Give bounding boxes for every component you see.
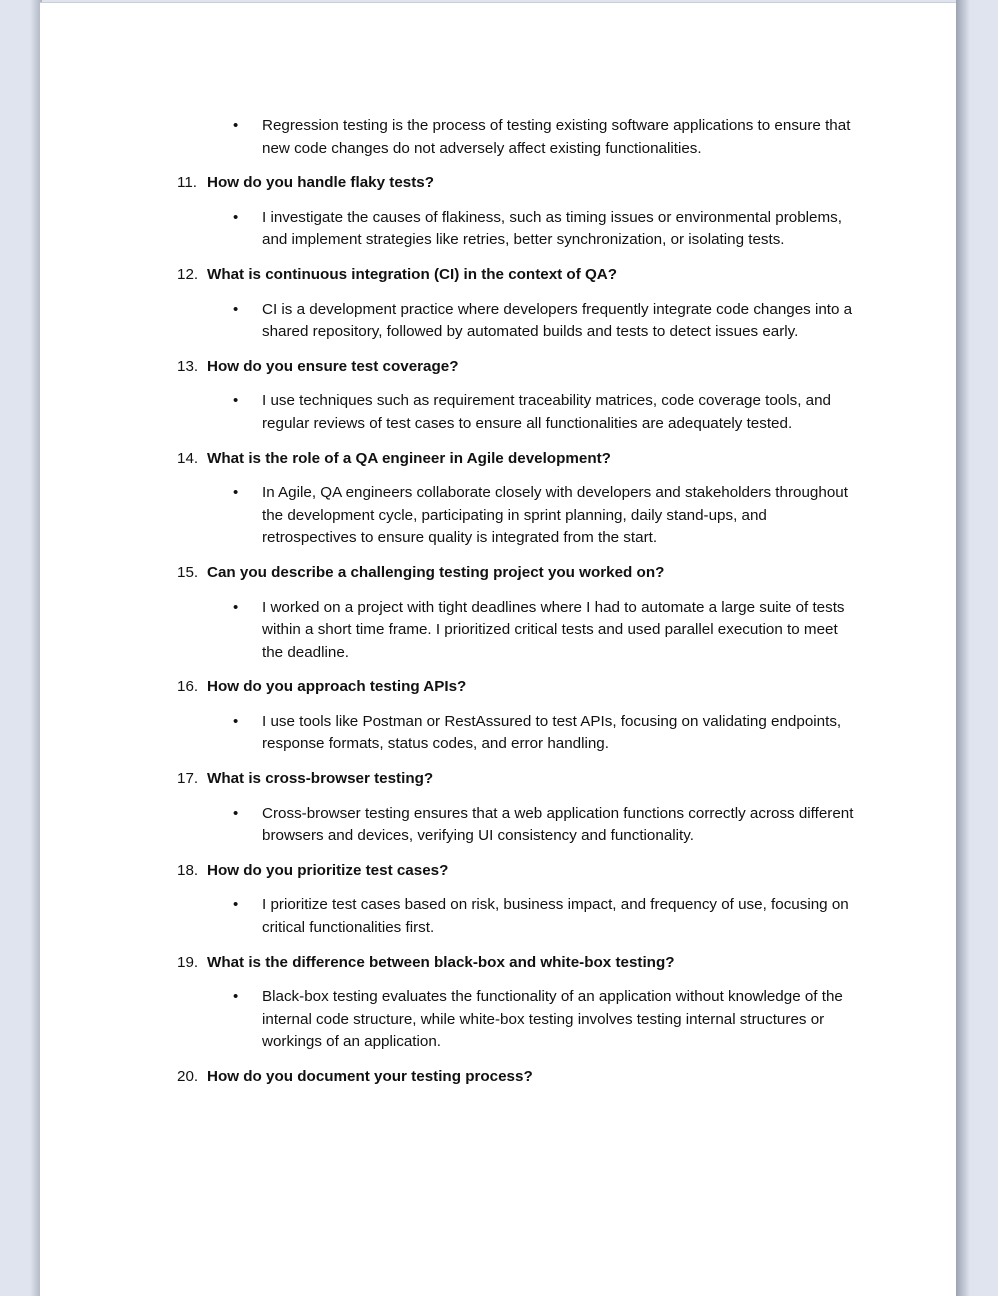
document-content [177,115,857,1101]
bullet-answer [177,115,857,160]
bullet-answer [177,482,857,550]
question-text: How do you handle flaky tests? [207,174,435,192]
answer-text: Black-box testing evaluates the functionality of an application without knowledge of the internal code structure, while white-box testing involves testing internal structures or workings of an application. [262,988,843,1051]
bullet-answer [177,299,857,344]
question-number: 15. [177,563,199,581]
answer-text: In Agile, QA engineers collaborate closely with developers and stakeholders throughout the development cycle, participating in sprint planning, daily stand-ups, and retrospectives to ensure quality is integrated from the start. [262,484,848,547]
question-text: What is the role of a QA engineer in Agile development? [207,449,611,467]
question-number: 11. [177,174,197,192]
bullet-icon: • [233,804,239,822]
answer-text: Cross-browser testing ensures that a web application functions correctly across different browsers and devices, verifying UI consistency and functionality. [262,804,854,845]
bullet-answer [177,803,857,848]
answer-text: I prioritize test cases based on risk, business impact, and frequency of use, focusing on critical functionalities first. [262,896,849,937]
question-text: How do you prioritize test cases? [207,861,449,879]
question-number: 17. [177,770,199,788]
bullet-icon: • [233,392,239,410]
question-heading [177,448,857,471]
bullet-icon: • [233,598,239,616]
bullet-answer [177,207,857,252]
bullet-answer [177,711,857,756]
question-number: 16. [177,678,199,696]
question-heading [177,860,857,883]
question-text: Can you describe a challenging testing project you worked on? [207,563,665,581]
question-number: 14. [177,449,199,467]
question-text: How do you document your testing process? [207,1068,533,1085]
bullet-icon: • [233,300,239,318]
bullet-icon: • [233,208,239,226]
question-heading [177,676,857,699]
answer-text: I use techniques such as requirement traceability matrices, code coverage tools, and regular reviews of test cases to ensure all functionalities are adequately tested. [262,392,831,432]
question-text: What is the difference between black-box and white-box testing? [207,953,675,971]
answer-text: I use tools like Postman or RestAssured to test APIs, focusing on validating endpoints, response formats, status codes, and error handling. [262,712,842,753]
bullet-icon: • [233,712,239,730]
answer-text: I investigate the causes of flakiness, such as timing issues or environmental problems, and implement strategies like retries, better synchronization, or isolating tests. [262,208,842,249]
document-page [40,2,956,1296]
question-number: 18. [177,861,199,879]
bullet-icon: • [233,988,239,1006]
question-number: 13. [177,357,199,375]
question-text: What is continuous integration (CI) in the context of QA? [207,265,618,283]
question-number: 12. [177,265,199,283]
question-text: How do you approach testing APIs? [207,678,467,696]
answer-text: Regression testing is the process of testing existing software applications to ensure that new code changes do not adversely affect existing functionalities. [262,117,851,157]
question-text: What is cross-browser testing? [207,770,434,788]
bullet-icon: • [233,117,239,134]
answer-text: CI is a development practice where developers frequently integrate code changes into a shared repository, followed by automated builds and tests to detect issues early. [262,300,853,341]
answer-text: I worked on a project with tight deadlines where I had to automate a large suite of tests within a short time frame. I prioritized critical tests and used parallel execution to meet the deadline. [262,598,845,661]
bullet-answer [177,597,857,665]
bullet-answer [177,986,857,1054]
question-heading [177,952,857,975]
bullet-answer [177,894,857,939]
bullet-icon: • [233,484,239,502]
question-heading [177,356,857,379]
page-shadow-right [956,0,970,1296]
question-heading [177,562,857,585]
bullet-icon: • [233,896,239,914]
question-heading [177,1066,857,1089]
question-number: 20. [177,1068,199,1085]
question-text: How do you ensure test coverage? [207,357,459,375]
question-heading [177,172,857,195]
question-heading [177,264,857,287]
question-number: 19. [177,953,199,971]
bullet-answer [177,390,857,435]
question-heading [177,768,857,791]
